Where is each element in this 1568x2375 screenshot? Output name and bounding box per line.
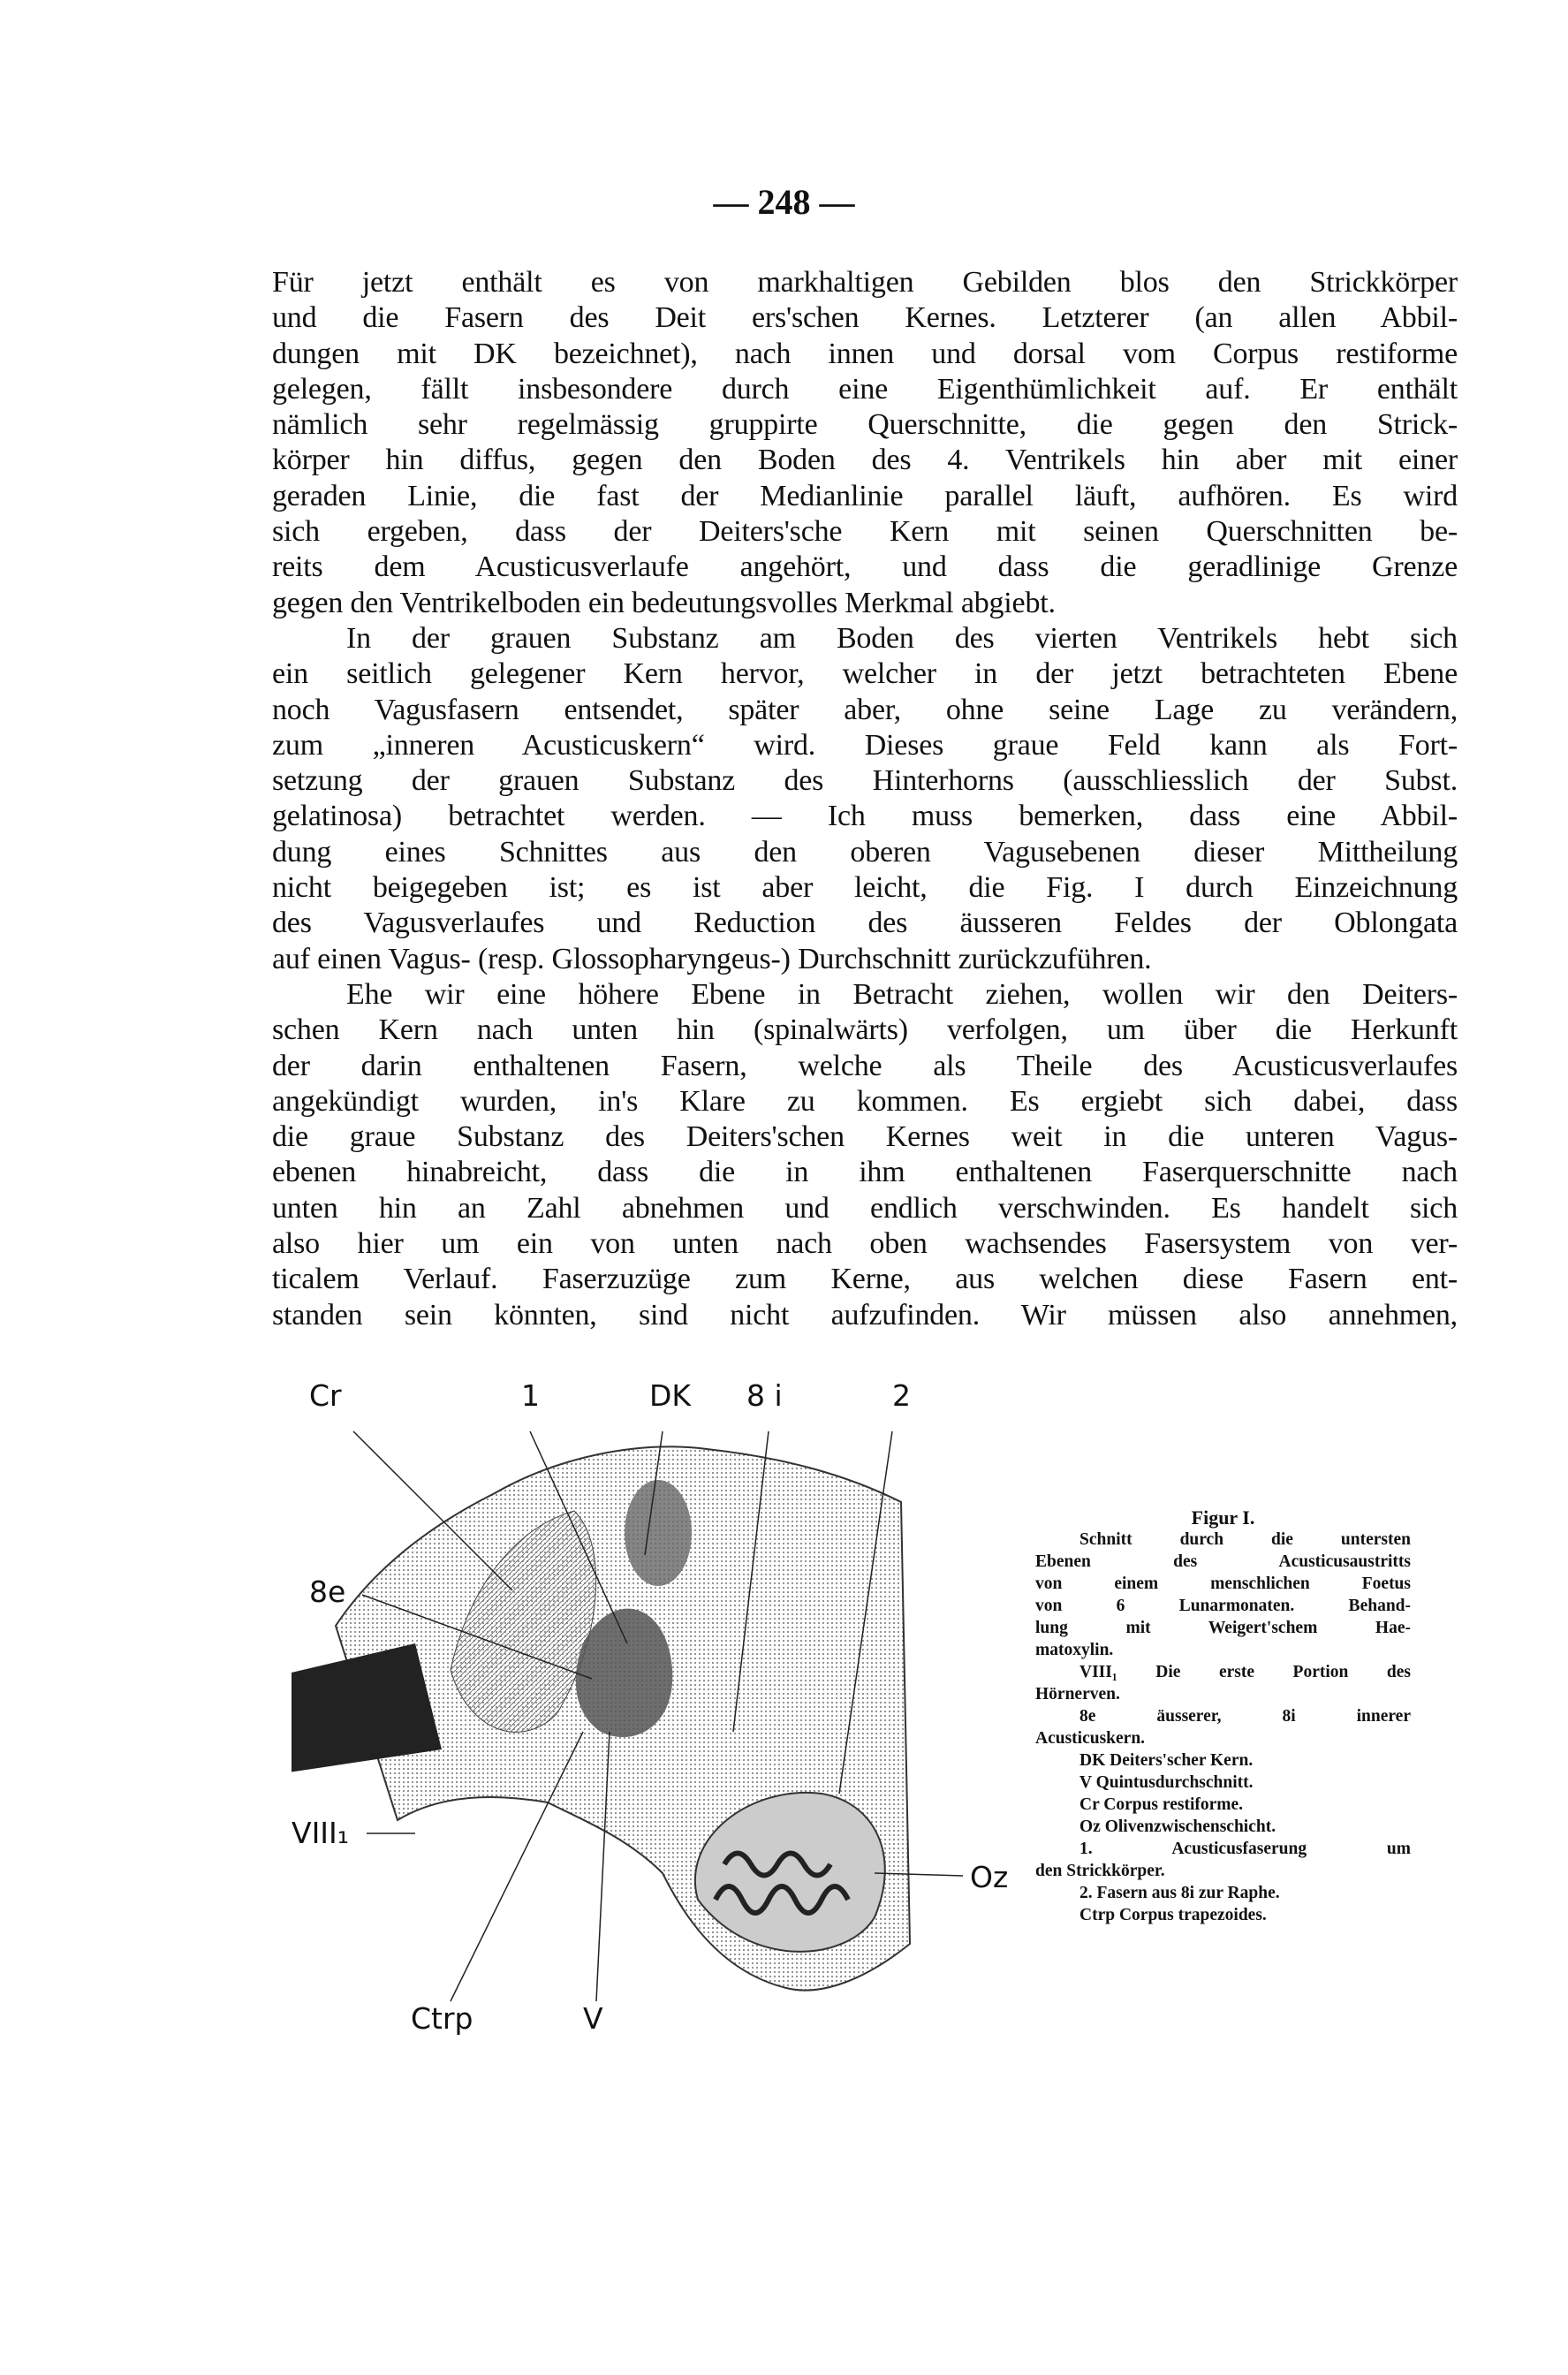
label-v: V bbox=[583, 2001, 603, 2036]
text-line: standen sein könnten, sind nicht aufzufinden. Wir müssen also annehmen, bbox=[272, 1298, 1458, 1332]
caption-line: 2. Fasern aus 8i zur Raphe. bbox=[1079, 1884, 1280, 1902]
label-1: 1 bbox=[521, 1378, 540, 1413]
figure-1 bbox=[292, 1378, 1009, 2050]
caption-line: von einem menschlichen Foetus bbox=[1035, 1574, 1411, 1593]
text-line: zum „inneren Acusticuskern“ wird. Dieses graue Feld kann als Fort- bbox=[272, 728, 1458, 762]
text-line: noch Vagusfasern entsendet, später aber, ohne seine Lage zu verändern, bbox=[272, 693, 1458, 726]
figure-caption bbox=[1035, 1506, 1411, 1926]
text-line: schen Kern nach unten hin (spinalwärts) verfolgen, um über die Herkunft bbox=[272, 1013, 1458, 1047]
caption-line: matoxylin. bbox=[1035, 1641, 1114, 1659]
label-dk: DK bbox=[649, 1378, 692, 1413]
caption-line: VIII₁ Die erste Portion des bbox=[1079, 1663, 1411, 1681]
caption-line: 1. Acusticusfaserung um bbox=[1079, 1840, 1411, 1858]
text-line: körper hin diffus, gegen den Boden des 4. Ventrikels hin aber mit einer bbox=[272, 444, 1458, 477]
text-line: gegen den Ventrikelboden ein bedeutungsvolles Merkmal abgiebt. bbox=[272, 586, 1056, 619]
label-2: 2 bbox=[892, 1378, 911, 1413]
label-8i: 8 i bbox=[746, 1378, 783, 1413]
text-line: Ehe wir eine höhere Ebene in Betracht ziehen, wollen wir den Deiters- bbox=[346, 977, 1458, 1011]
text-line: sich ergeben, dass der Deiters'sche Kern mit seinen Querschnitten be- bbox=[272, 515, 1458, 549]
text-line: nämlich sehr regelmässig gruppirte Querschnitte, die gegen den Strick- bbox=[272, 408, 1458, 442]
brainstem-section-illustration bbox=[292, 1378, 998, 2050]
caption-line: lung mit Weigert'schem Hae- bbox=[1035, 1619, 1411, 1637]
caption-line: Ctrp Corpus trapezoides. bbox=[1079, 1906, 1267, 1924]
text-line: setzung der grauen Substanz des Hinterhorns (ausschliesslich der Subst. bbox=[272, 764, 1458, 798]
text-line: angekündigt wurden, in's Klare zu kommen. Es ergiebt sich dabei, dass bbox=[272, 1084, 1458, 1118]
caption-line: Hörnerven. bbox=[1035, 1685, 1120, 1703]
caption-line: von 6 Lunarmonaten. Behand- bbox=[1035, 1597, 1411, 1615]
caption-line: Cr Corpus restiforme. bbox=[1079, 1795, 1244, 1814]
caption-line: Schnitt durch die untersten bbox=[1079, 1530, 1411, 1549]
caption-line: DK Deiters'scher Kern. bbox=[1079, 1751, 1254, 1770]
text-line: also hier um ein von unten nach oben wachsendes Fasersystem von ver- bbox=[272, 1227, 1458, 1261]
label-ctrp: Ctrp bbox=[411, 2001, 473, 2036]
page-number: — 248 — bbox=[713, 182, 855, 222]
text-line: auf einen Vagus- (resp. Glossopharyngeus-) Durchschnitt zurückzuführen. bbox=[272, 942, 1152, 975]
text-line: die graue Substanz des Deiters'schen Kernes weit in die unteren Vagus- bbox=[272, 1120, 1458, 1154]
caption-line: den Strickkörper. bbox=[1035, 1862, 1165, 1880]
label-cr: Cr bbox=[309, 1378, 342, 1413]
caption-line: Ebenen des Acusticusaustritts bbox=[1035, 1552, 1411, 1571]
text-line: unten hin an Zahl abnehmen und endlich verschwinden. Es handelt sich bbox=[272, 1191, 1458, 1225]
caption-title: Figur I. bbox=[1191, 1506, 1255, 1529]
text-line: gelatinosa) betrachtet werden. — Ich muss bemerken, dass eine Abbil- bbox=[272, 800, 1458, 833]
text-line: ticalem Verlauf. Faserzuzüge zum Kerne, aus welchen diese Fasern ent- bbox=[272, 1263, 1458, 1296]
caption-line: 8e äusserer, 8i innerer bbox=[1079, 1707, 1411, 1726]
text-line: geraden Linie, die fast der Medianlinie parallel läuft, aufhören. Es wird bbox=[272, 479, 1458, 512]
body-text bbox=[272, 265, 1458, 1333]
text-line: der darin enthaltenen Fasern, welche als Theile des Acusticusverlaufes bbox=[272, 1049, 1458, 1082]
label-8e: 8e bbox=[309, 1574, 346, 1609]
text-line: des Vagusverlaufes und Reduction des äusseren Feldes der Oblongata bbox=[272, 907, 1458, 940]
caption-line: Oz Olivenzwischenschicht. bbox=[1079, 1817, 1276, 1836]
inner-acousticus-nucleus bbox=[625, 1480, 692, 1586]
text-line: dung eines Schnittes aus den oberen Vagusebenen dieser Mittheilung bbox=[272, 835, 1458, 869]
text-line: nicht beigegeben ist; es ist aber leicht, die Fig. I durch Einzeichnung bbox=[272, 871, 1458, 905]
caption-line: Acusticuskern. bbox=[1035, 1729, 1146, 1748]
text-line: ebenen hinabreicht, dass die in ihm enthaltenen Faserquerschnitte nach bbox=[272, 1156, 1458, 1189]
label-oz: Oz bbox=[970, 1860, 1009, 1894]
text-line: gelegen, fällt insbesondere durch eine Eigenthümlichkeit auf. Er enthält bbox=[272, 372, 1458, 406]
label-viii1: VIII₁ bbox=[292, 1816, 350, 1850]
text-line: In der grauen Substanz am Boden des vierten Ventrikels hebt sich bbox=[346, 621, 1458, 655]
text-line: ein seitlich gelegener Kern hervor, welcher in der jetzt betrachteten Ebene bbox=[272, 657, 1458, 691]
text-line: und die Fasern des Deit ers'schen Kernes. Letzterer (an allen Abbil- bbox=[272, 301, 1458, 335]
text-line: reits dem Acusticusverlaufe angehört, und dass die geradlinige Grenze bbox=[272, 550, 1458, 584]
text-line: Für jetzt enthält es von markhaltigen Gebilden blos den Strickkörper bbox=[272, 266, 1458, 299]
caption-line: V Quintusdurchschnitt. bbox=[1079, 1773, 1254, 1792]
text-line: dungen mit DK bezeichnet), nach innen und dorsal vom Corpus restiforme bbox=[272, 337, 1458, 370]
